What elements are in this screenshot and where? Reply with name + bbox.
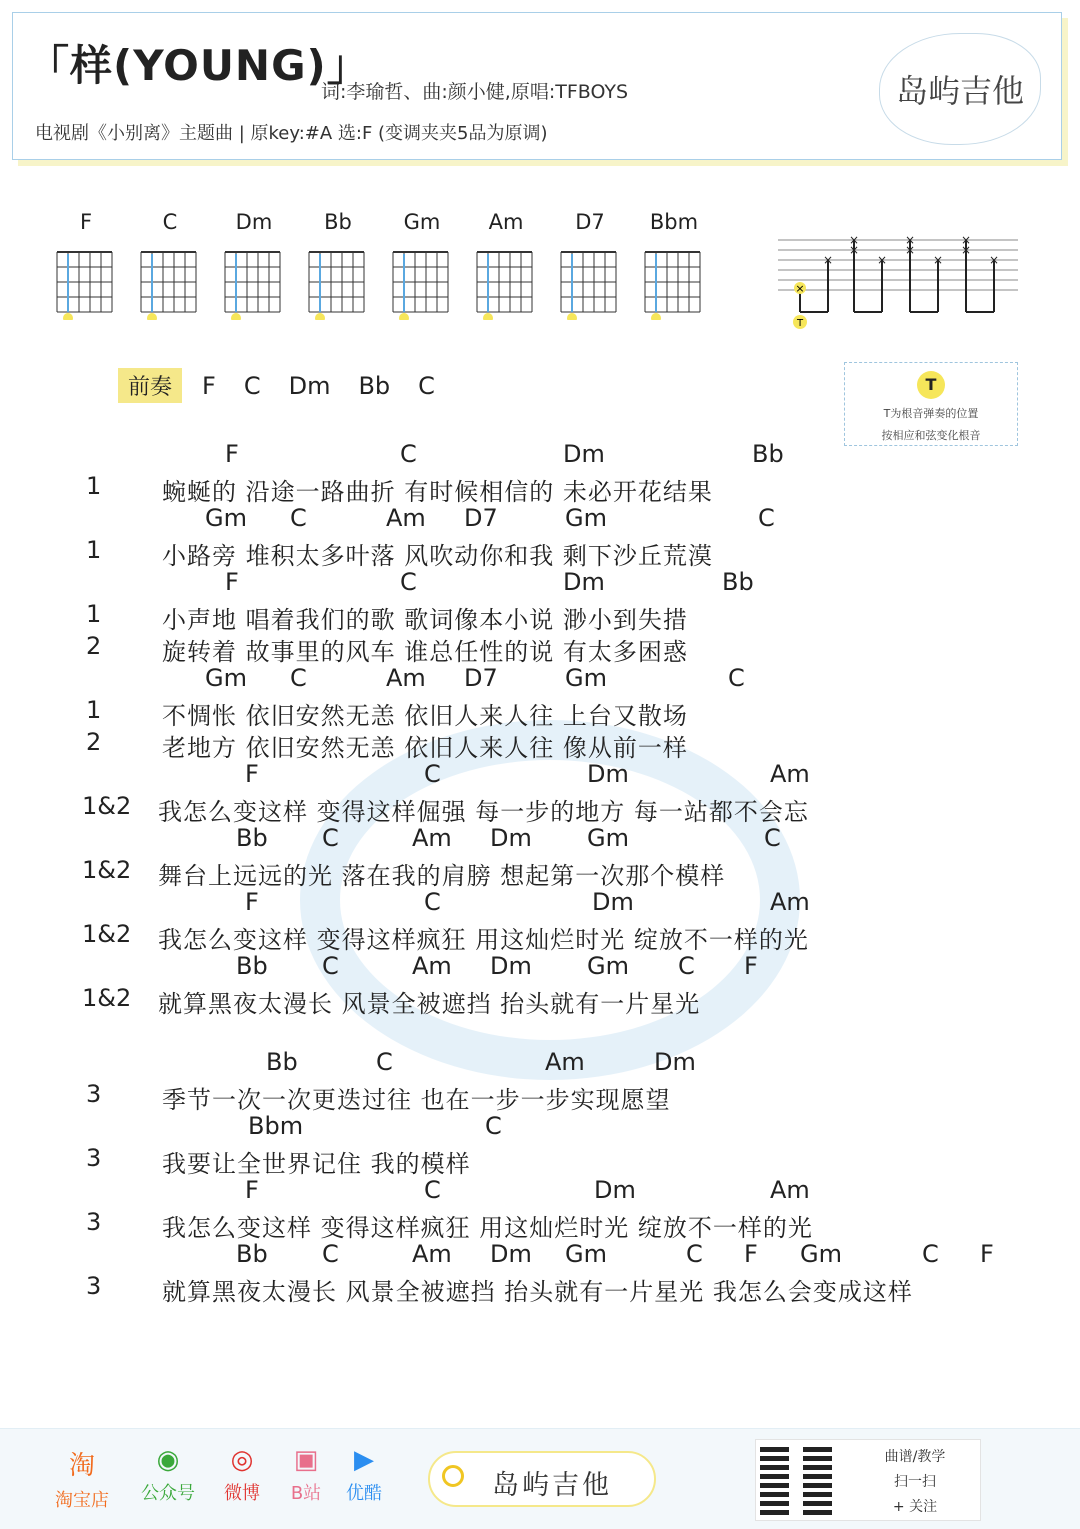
footer-link-2[interactable] <box>138 1445 198 1505</box>
verse-number: 1 <box>86 600 102 628</box>
svg-text:×: × <box>848 233 860 247</box>
chord-label: Am <box>770 888 810 916</box>
chord-label: Bbm <box>248 1112 304 1140</box>
chord-label: C <box>400 568 417 596</box>
chord-label: Bb <box>236 952 268 980</box>
chord-label: C <box>758 504 775 532</box>
verse-number: 3 <box>86 1080 102 1108</box>
chord-label: F <box>225 440 239 468</box>
chord-label: D7 <box>464 664 498 692</box>
footer-link-label: 淘宝店 <box>55 1490 109 1511</box>
chord-label: C <box>424 888 441 916</box>
chord-label: F <box>744 952 758 980</box>
header <box>12 12 1062 160</box>
svg-text:×: × <box>904 243 916 257</box>
intro-chord: C <box>418 372 435 400</box>
chord-label: Am <box>412 1240 452 1268</box>
chord-label: Dm <box>594 1176 636 1204</box>
svg-text:×: × <box>822 253 834 267</box>
qr-caption-line-3: + 关注 <box>892 1499 938 1515</box>
svg-text:×: × <box>932 253 944 267</box>
chord-label: Gm <box>565 504 607 532</box>
chord-label: Gm <box>587 952 629 980</box>
legend-line-1: T为根音弹奏的位置 <box>883 407 979 420</box>
chord-name: D7 <box>575 210 605 234</box>
svg-text:×: × <box>848 243 860 257</box>
chord-label: Dm <box>587 760 629 788</box>
chord-label: Am <box>545 1048 585 1076</box>
strum-pattern-tab <box>778 232 1018 332</box>
chord-grid <box>555 240 625 320</box>
chord-name: Am <box>488 210 524 234</box>
chord-diagram-bbm <box>638 210 710 320</box>
chord-label: C <box>290 664 307 692</box>
chord-label: F <box>744 1240 758 1268</box>
verse-number: 3 <box>86 1272 102 1300</box>
chord-grid <box>639 240 709 320</box>
lyric-text: 舞台上远远的光 落在我的肩膀 想起第一次那个模样 <box>158 862 726 890</box>
chord-label: C <box>424 1176 441 1204</box>
chord-label: C <box>485 1112 502 1140</box>
lyric-text: 不惆怅 依旧安然无恙 依旧人来人往 上台又散场 <box>162 702 688 730</box>
chord-label: Dm <box>654 1048 696 1076</box>
chord-label: Dm <box>592 888 634 916</box>
chord-label: Bb <box>236 1240 268 1268</box>
svg-text:×: × <box>960 233 972 247</box>
chord-grid <box>135 240 205 320</box>
footer-link-4[interactable] <box>276 1445 336 1505</box>
legend-line-2: 按相应和弦变化根音 <box>881 429 981 442</box>
chord-label: C <box>322 1240 339 1268</box>
footer-link-label: 优酷 <box>346 1483 382 1504</box>
chord-diagram-dm <box>218 210 290 320</box>
lyric-text: 就算黑夜太漫长 风景全被遮挡 抬头就有一片星光 我怎么会变成这样 <box>162 1278 913 1306</box>
chord-label: Dm <box>563 568 605 596</box>
footer-link-label: B站 <box>290 1483 322 1504</box>
lyric-text: 季节一次一次更迭过往 也在一步一步实现愿望 <box>162 1086 671 1114</box>
footer-link-icon: ▣ <box>293 1445 319 1475</box>
chord-label: Bb <box>752 440 784 468</box>
chord-name: Bbm <box>649 210 699 234</box>
watermark-logo <box>300 720 800 1080</box>
search-box[interactable] <box>428 1451 656 1507</box>
chord-diagram-bb <box>302 210 374 320</box>
chord-diagram-f <box>50 210 122 320</box>
chord-label: Am <box>770 1176 810 1204</box>
chord-label: Am <box>386 504 426 532</box>
verse-number: 1&2 <box>82 920 132 948</box>
lyric-text: 旋转着 故事里的风车 谁总任性的说 有太多困惑 <box>162 638 688 666</box>
verse-number: 3 <box>86 1208 102 1236</box>
chord-diagram-am <box>470 210 542 320</box>
qr-caption-line-2: 扫一扫 <box>894 1474 936 1490</box>
chord-label: Gm <box>205 504 247 532</box>
verse-number: 1&2 <box>82 856 132 884</box>
chord-name: F <box>79 210 93 234</box>
chord-label: Dm <box>563 440 605 468</box>
chord-label: Gm <box>205 664 247 692</box>
search-icon <box>442 1465 464 1487</box>
qr-caption-line-1: 曲谱/教学 <box>884 1449 946 1465</box>
intro-section <box>118 368 463 403</box>
lyric-text: 小声地 唱着我们的歌 歌词像本小说 渺小到失措 <box>162 606 688 634</box>
verse-number: 1&2 <box>82 984 132 1012</box>
chord-diagram-c <box>134 210 206 320</box>
chord-diagrams <box>50 210 730 330</box>
chord-diagram-d7 <box>554 210 626 320</box>
chord-label: C <box>400 440 417 468</box>
lyric-text: 就算黑夜太漫长 风景全被遮挡 抬头就有一片星光 <box>158 990 701 1018</box>
chord-grid <box>303 240 373 320</box>
intro-chord: Bb <box>358 372 391 400</box>
chord-label: Bb <box>722 568 754 596</box>
chord-grid <box>51 240 121 320</box>
verse-number: 2 <box>86 632 102 660</box>
song-title: 「样(YOUNG)」 <box>27 41 370 90</box>
verse-number: 1&2 <box>82 792 132 820</box>
chord-label: F <box>225 568 239 596</box>
svg-text:×: × <box>795 282 805 295</box>
chord-label: C <box>376 1048 393 1076</box>
footer-link-5[interactable] <box>334 1445 394 1505</box>
verse-number: 1 <box>86 472 102 500</box>
chord-label: D7 <box>464 504 498 532</box>
footer-link-3[interactable] <box>212 1445 272 1505</box>
chord-diagram-gm <box>386 210 458 320</box>
chord-label: Am <box>412 824 452 852</box>
chord-label: C <box>922 1240 939 1268</box>
lyric-text: 我怎么变这样 变得这样倔强 每一步的地方 每一站都不会忘 <box>158 798 809 826</box>
chord-label: C <box>686 1240 703 1268</box>
chord-label: Gm <box>565 664 607 692</box>
chord-label: F <box>245 1176 259 1204</box>
lyric-text: 小路旁 堆积太多叶落 风吹动你和我 剩下沙丘荒漠 <box>162 542 713 570</box>
chord-label: Gm <box>800 1240 842 1268</box>
lyric-text: 我要让全世界记住 我的模样 <box>162 1150 471 1178</box>
footer-link-icon: ◎ <box>230 1445 254 1475</box>
footer-link-icon: 淘 <box>68 1451 95 1481</box>
footer-link-icon: ◉ <box>156 1445 180 1475</box>
chord-label: Dm <box>490 1240 532 1268</box>
chord-name: Dm <box>235 210 273 234</box>
brand-logo: 岛屿吉他 <box>879 33 1041 145</box>
chord-label: C <box>322 824 339 852</box>
chord-label: Am <box>386 664 426 692</box>
qr-caption <box>860 1445 970 1520</box>
chord-grid <box>219 240 289 320</box>
chord-label: Dm <box>490 824 532 852</box>
intro-chord: F <box>202 372 216 400</box>
chord-label: Bb <box>236 824 268 852</box>
chord-label: C <box>728 664 745 692</box>
footer-link-label: 公众号 <box>141 1483 195 1504</box>
chord-label: C <box>678 952 695 980</box>
song-subtitle: 电视剧《小别离》主题曲 | 原key:#A 选:F (变调夹夹5品为原调) <box>35 123 548 144</box>
verse-number: 1 <box>86 696 102 724</box>
chord-label: C <box>290 504 307 532</box>
svg-text:×: × <box>876 253 888 267</box>
chord-label: Bb <box>266 1048 298 1076</box>
verse-number: 3 <box>86 1144 102 1172</box>
svg-text:×: × <box>904 233 916 247</box>
verse-number: 1 <box>86 536 102 564</box>
chord-label: Gm <box>587 824 629 852</box>
chord-grid <box>387 240 457 320</box>
svg-text:×: × <box>960 243 972 257</box>
chord-label: Gm <box>565 1240 607 1268</box>
chord-label: C <box>322 952 339 980</box>
svg-text:T: T <box>796 318 804 329</box>
chord-label: C <box>424 760 441 788</box>
footer-link-icon: ▶ <box>354 1445 374 1475</box>
chord-label: F <box>980 1240 994 1268</box>
chord-label: C <box>764 824 781 852</box>
chord-grid <box>471 240 541 320</box>
lyric-text: 我怎么变这样 变得这样疯狂 用这灿烂时光 绽放不一样的光 <box>158 926 809 954</box>
verse-number: 2 <box>86 728 102 756</box>
chord-label: F <box>245 760 259 788</box>
footer-bar <box>0 1428 1080 1529</box>
chord-label: Am <box>412 952 452 980</box>
chord-name: Gm <box>403 210 441 234</box>
root-note-icon: T <box>917 371 945 399</box>
svg-text:×: × <box>988 253 1000 267</box>
intro-chord: Dm <box>288 372 331 400</box>
search-text: 岛屿吉他 <box>492 1470 612 1501</box>
qr-code-icon[interactable] <box>760 1443 832 1515</box>
chord-name: Bb <box>324 210 352 234</box>
intro-chord: C <box>243 372 261 400</box>
chord-label: Am <box>770 760 810 788</box>
lyric-text: 蜿蜒的 沿途一路曲折 有时候相信的 未必开花结果 <box>162 478 713 506</box>
chord-label: F <box>245 888 259 916</box>
lyric-text: 我怎么变这样 变得这样疯狂 用这灿烂时光 绽放不一样的光 <box>162 1214 813 1242</box>
lyric-text: 老地方 依旧安然无恙 依旧人来人往 像从前一样 <box>162 734 688 762</box>
intro-label: 前奏 <box>118 368 182 403</box>
footer-link-1[interactable] <box>52 1445 112 1512</box>
chord-label: Dm <box>490 952 532 980</box>
footer-link-label: 微博 <box>224 1483 260 1504</box>
chord-name: C <box>162 210 178 234</box>
root-note-legend <box>844 362 1018 446</box>
song-credits: 词:李瑜哲、曲:颜小健,原唱:TFBOYS <box>321 81 629 103</box>
